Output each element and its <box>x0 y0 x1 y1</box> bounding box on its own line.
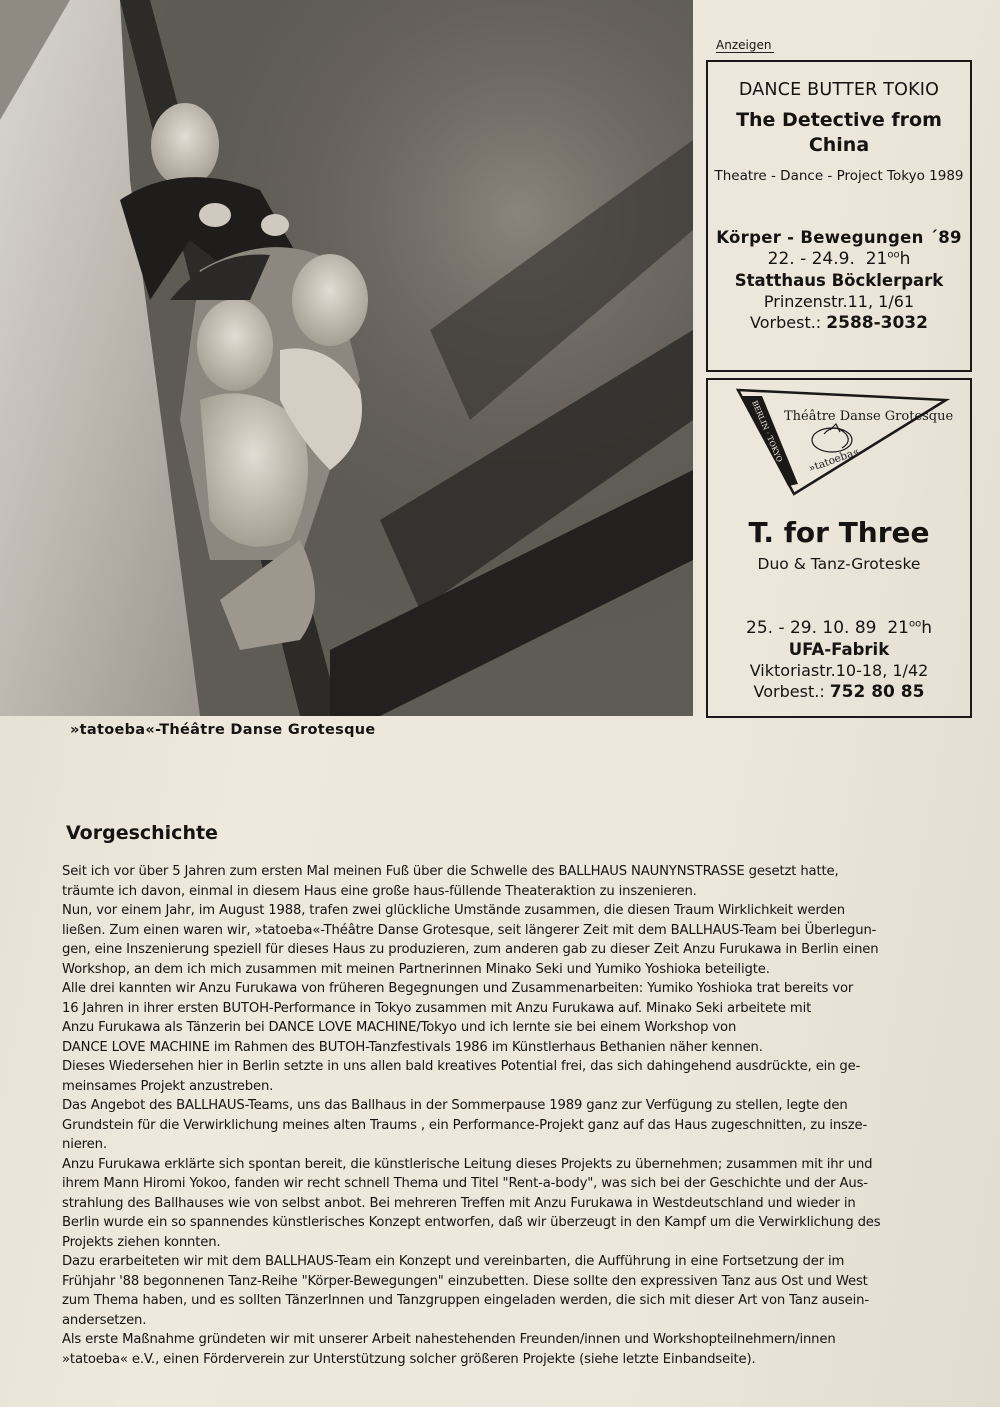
article-line: Anzu Furukawa als Tänzerin bei DANCE LOVE MACHINE/Tokyo und ich lernte sie bei einem Workshop von <box>62 1020 737 1035</box>
ads-label-underline <box>716 52 774 53</box>
ad2-date <box>708 618 970 638</box>
article-line: 16 Jahren in ihrer ersten BUTOH-Performance in Tokyo zusammen mit Anzu Furukawa auf. Minako Seki arbeitete mit <box>62 1000 812 1016</box>
ad2-booking-label: Vorbest.: <box>753 682 825 701</box>
article-line: träumte ich davon, einmal in diesem Haus eine große haus-füllende Theateraktion zu inszenieren. <box>62 883 697 899</box>
ad1-piece-title <box>708 108 970 158</box>
ad1-time-sup: oo <box>887 249 900 261</box>
ad1-time-suffix: h <box>899 249 911 269</box>
article-line: Workshop, an dem ich mich zusammen mit meinen Partnerinnen Minako Seki und Yumiko Yoshioka beteiligte. <box>62 961 770 977</box>
ad2-title: T. for Three <box>748 516 930 549</box>
article-line: Grundstein für die Verwirklichung meines alten Traums , ein Performance-Projekt ganz auf das Haus zugeschnitten, zu insze- <box>62 1117 868 1133</box>
article-line: strahlung des Ballhauses wie von selbst anbot. Bei mehreren Treffen mit Anzu Furukawa in Westdeutschland und wieder in <box>62 1195 856 1211</box>
article-line: Anzu Furukawa erklärte sich spontan bereit, die künstlerische Leitung dieses Projekts zu übernehmen; zusammen mit ihr und <box>62 1156 873 1172</box>
article-line: meinsames Projekt anzustreben. <box>62 1078 274 1094</box>
article-line: nieren. <box>62 1137 107 1152</box>
ad1-troupe: DANCE BUTTER TOKIO <box>738 80 940 100</box>
article-line: Dazu erarbeiteten wir mit dem BALLHAUS-Team ein Konzept und vereinbarten, die Aufführung in eine Fortsetzung der im <box>62 1254 845 1269</box>
ad1-subtitle: Theatre - Dance - Project Tokyo 1989 <box>714 168 964 184</box>
ad2-address: Viktoriastr.10-18, 1/42 <box>749 661 929 680</box>
photo-icon <box>0 0 693 716</box>
ad2-booking-number: 752 80 85 <box>829 682 925 702</box>
article-line: »tatoeba« e.V., einen Förderverein zur Unterstützung solcher größeren Projekte (siehe letzte Einbandseite). <box>62 1351 756 1367</box>
article-line: gen, eine Inszenierung speziell für dieses Haus zu produzieren, zum anderen gab zu dieser Zeit Anzu Furukawa in Berlin einen <box>62 942 879 957</box>
article-line: Frühjahr '88 begonnenen Tanz-Reihe "Körper-Bewegungen" einzubetten. Diese sollte den expressiven Tanz aus Ost und West <box>62 1273 868 1289</box>
article-line: zum Thema haben, und es sollten TänzerInnen und Tanzgruppen eingeladen werden, die sich mit dieser Art von Tanz ausein- <box>62 1293 869 1308</box>
ad1-booking-label: Vorbest.: <box>750 313 822 332</box>
ad-t-for-three <box>706 378 972 718</box>
ad1-date <box>708 249 970 269</box>
article-line: Alle drei kannten wir Anzu Furukawa von früheren Begegnungen und Zusammenarbeiten: Yumiko Yoshioka trat bereits vor <box>62 981 854 996</box>
article-line: Projekts ziehen konnten. <box>62 1234 221 1250</box>
ad1-address: Prinzenstr.11, 1/61 <box>763 292 915 311</box>
ad1-booking-number: 2588-3032 <box>826 313 928 333</box>
ad1-piece-line1: The Detective from <box>736 109 942 131</box>
photo-caption: »tatoeba«-Théâtre Danse Grotesque <box>70 722 376 738</box>
article-body <box>62 862 942 1369</box>
article-line: Berlin wurde ein so spannendes künstlerisches Konzept entworfen, daß wir überzeugt in den Kampf um die Verwirklichung des <box>62 1215 881 1230</box>
article-line: andersetzen. <box>62 1312 147 1328</box>
article-line: Dieses Wiedersehen hier in Berlin setzte in uns allen bald kreatives Potential frei, das sich dahingehend ausdrückte, ein ge- <box>62 1059 861 1074</box>
ad2-date-value: 25. - 29. 10. 89 <box>746 618 877 638</box>
article-line: Das Angebot des BALLHAUS-Teams, uns das Ballhaus in der Sommerpause 1989 ganz zur Verfügung zu stellen, legte den <box>62 1098 848 1113</box>
article-heading: Vorgeschichte <box>66 822 218 844</box>
ad2-time: 21 <box>887 618 909 638</box>
article-line: Als erste Maßnahme gründeten wir mit unserer Arbeit nahestehenden Freunden/innen und Workshopteilnehmern/innen <box>62 1332 836 1347</box>
ad2-venue: UFA-Fabrik <box>788 640 890 659</box>
article-line: Seit ich vor über 5 Jahren zum ersten Mal meinen Fuß über die Schwelle des BALLHAUS NAUNYNSTRASSE gesetzt hatte, <box>62 864 839 879</box>
article-line: ließen. Zum einen waren wir, »tatoeba«-Théâtre Danse Grotesque, seit längerer Zeit mit dem BALLHAUS-Team bei Überlegun- <box>62 922 877 938</box>
ad1-series: Körper - Bewegungen ´89 <box>716 228 962 247</box>
ad2-time-suffix: h <box>921 618 932 638</box>
article-line: ihrem Mann Hiromi Yokoo, fanden wir recht schnell Thema und Titel "Rent-a-body", was sich bei der Geschichte und der Aus- <box>62 1176 868 1191</box>
ad2-subtitle: Duo & Tanz-Groteske <box>757 555 921 573</box>
ad1-booking <box>708 313 970 333</box>
ad1-venue: Statthaus Böcklerpark <box>734 271 944 290</box>
pennant-top-text: Théâtre Danse Grotesque <box>784 409 954 424</box>
ad-dance-butter-tokio <box>706 60 972 372</box>
article-line: DANCE LOVE MACHINE im Rahmen des BUTOH-Tanzfestivals 1986 im Künstlerhaus Bethanien näher kennen. <box>62 1039 763 1055</box>
ad1-piece-line2: China <box>808 134 870 156</box>
tatoeba-pennant-logo <box>722 386 958 498</box>
ad2-time-sup: oo <box>908 618 922 630</box>
ad1-date-value: 22. - 24.9. <box>767 249 855 269</box>
article-line: Nun, vor einem Jahr, im August 1988, trafen zwei glückliche Umstände zusammen, die diesen Traum Wirklichkeit werden <box>62 903 845 918</box>
ad2-booking <box>708 682 970 702</box>
performance-photo <box>0 0 693 716</box>
pennant-side-text: BERLIN · TOKYO <box>750 399 785 464</box>
ad1-time: 21 <box>865 249 888 269</box>
ad2-details <box>708 616 970 702</box>
ads-section-label: Anzeigen <box>716 38 772 52</box>
pennant-bottom-text: »tatoeba« <box>806 445 861 475</box>
